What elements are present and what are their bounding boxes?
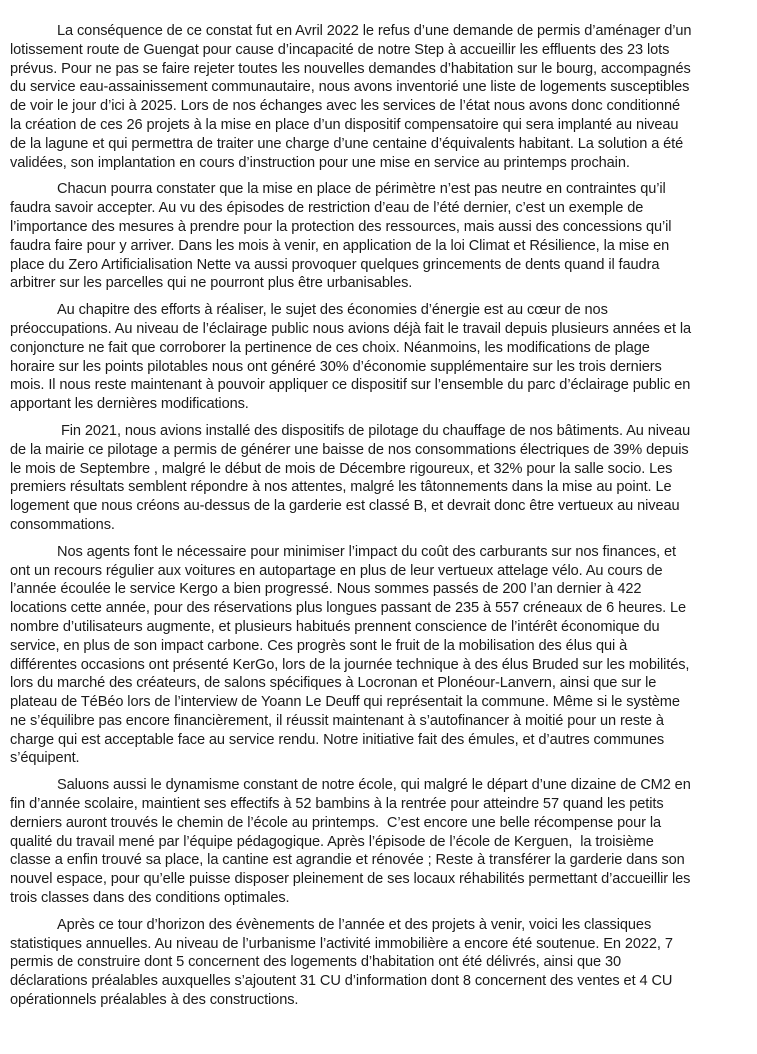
text-line: statistiques annuelles. Au niveau de l’urbanisme l’activité immobilière a encore été soutenue. En 2022, 7: [10, 935, 673, 952]
text-line: du service eau-assainissement communautaire, nous avons inventorié une liste de logements susceptibles: [10, 79, 690, 96]
text-line: prévus. Pour ne pas se faire rejeter toutes les nouvelles demandes d’habitation sur le bourg, accompagnés: [10, 60, 691, 77]
text-line: l’importance des mesures à prendre pour la protection des ressources, mais aussi des concessions qu’il: [10, 218, 672, 235]
text-line: service, en plus de son impact carbone. Ces progrès sont le fruit de la mobilisation des élus qui à: [10, 637, 628, 654]
text-line: le mois de Septembre , malgré le début de mois de Décembre rigoureux, et 32% pour la salle socio. Les: [10, 460, 673, 477]
text-line: lotissement route de Guengat pour cause d’incapacité de notre Step à accueillir les effluents des 23 lots: [10, 41, 670, 58]
text-line: La conséquence de ce constat fut en Avril 2022 le refus d’une demande de permis d’aménager d’un: [57, 23, 692, 39]
text-line: locations cette année, pour des réservations plus longues passant de 235 à 557 créneaux de 6 heures. Le: [10, 600, 687, 617]
text-line: plateau de TéBéo lors de l’interview de Yoann Le Deuff qui représentait la commune. Même si le système: [10, 694, 680, 711]
text-line: déclarations préalables auxquelles s’ajoutent 31 CU d’information dont 8 concernent des ventes et 4 CU: [10, 973, 673, 990]
text-line: Au chapitre des efforts à réaliser, le sujet des économies d’énergie est au cœur de nos: [57, 302, 608, 319]
text-line: la création de ces 26 projets à la mise en place d’un dispositif compensatoire qui sera implanté au niveau: [10, 116, 679, 133]
text-line: classe a enfin trouvé sa place, la cantine est agrandie et rénovée ; Reste à transférer la garderie dans son: [10, 852, 685, 869]
text-line: l’année écoulée le service Kergo a bien progressé. Nous sommes passés de 200 l’an dernier à 422: [10, 581, 642, 598]
text-line: faudra savoir accepter. Au vu des épisodes de restriction d’eau de l’été dernier, c’est un exemple de: [10, 200, 644, 217]
text-line: nouvel espace, pour qu’elle puisse disposer pleinement de ses locaux réhabilités permettant d’accueillir les: [10, 871, 691, 888]
text-line: ont un recours régulier aux voitures en autopartage en plus de leur vertueux attelage vélo. Au cours de: [10, 562, 663, 579]
paragraph: [10, 422, 751, 535]
text-line: faudra faire pour y arriver. Dans les mois à venir, en application de la loi Climat et Résilience, la mise en: [10, 237, 670, 254]
text-line: qualité du travail mené par l’équipe pédagogique. Après l’épisode de l’école de Kerguen, la troisième: [10, 833, 654, 850]
text-line: s’équipent.: [10, 750, 80, 767]
text-line: de la mairie ce pilotage a permis de générer une baisse de nos consommations électriques de 39% depuis: [10, 441, 689, 458]
text-line: Après ce tour d’horizon des évènements de l’année et des projets à venir, voici les classiques: [57, 916, 652, 933]
paragraph: [10, 776, 751, 908]
text-line: de la lagune et qui permettra de traiter une charge d’une centaine d’équivalents habitant. La solution a été: [10, 135, 684, 152]
text-line: préoccupations. Au niveau de l’éclairage public nous avions déjà fait le travail depuis plusieurs années et la: [10, 320, 692, 337]
text-line: charge qui est acceptable face au service rendu. Notre initiative fait des émules, et d’autres communes: [10, 731, 665, 748]
paragraph: [10, 22, 751, 172]
text-line: permis de construire dont 5 concernent des logements d’habitation ont été délivrés, ainsi que 30: [10, 954, 622, 971]
text-line: horaire sur les points pilotables nous ont généré 30% d’économie supplémentaire sur les trois derniers: [10, 358, 662, 375]
text-line: Chacun pourra constater que la mise en place de périmètre n’est pas neutre en contraintes qu’il: [57, 181, 666, 198]
paragraph: [10, 180, 751, 293]
text-line: apportant les dernières modifications.: [10, 396, 249, 413]
text-line: conjoncture ne fait que corroborer la pertinence de ces choix. Néanmoins, les modifications de plage: [10, 339, 650, 356]
document-body: [10, 22, 751, 1010]
text-line: logement que nous créons au-dessus de la garderie est classé B, et devrait donc être vertueux au niveau: [10, 498, 680, 515]
text-line: place du Zero Artificialisation Nette va aussi provoquer quelques grincements de dents quand il faudra: [10, 256, 660, 273]
text-line: arbitrer sur les parcelles qui ne pourront plus être urbanisables.: [10, 275, 413, 292]
paragraph: [10, 916, 751, 1010]
text-line: fin d’année scolaire, maintient ses effectifs à 52 bambins à la rentrée pour atteindre 57 quand les petits: [10, 796, 664, 813]
text-line: trois classes dans des conditions optimales.: [10, 890, 290, 907]
paragraph: [10, 543, 751, 769]
text-line: mois. Il nous reste maintenant à pouvoir appliquer ce dispositif sur l’ensemble du parc d’éclairage public en: [10, 377, 691, 394]
text-line: lors du marché des créateurs, de salons spécifiques à Locronan et Plonéour-Lanvern, ainsi que sur le: [10, 675, 657, 692]
text-line: validées, son implantation en cours d’instruction pour une mise en service au printemps prochain.: [10, 154, 630, 171]
paragraph: [10, 301, 751, 414]
text-line: ne s’équilibre pas encore financièrement, il réussit maintenant à s’autofinancer à moitié pour un reste à: [10, 712, 664, 729]
text-line: premiers résultats semblent répondre à nos attentes, malgré les tâtonnements dans la mise au point. Le: [10, 479, 672, 496]
text-line: opérationnels préalables à des constructions.: [10, 992, 299, 1009]
text-line: Saluons aussi le dynamisme constant de notre école, qui malgré le départ d’une dizaine de CM2 en: [57, 777, 691, 794]
text-line: différentes occasions ont présenté KerGo, lors de la journée technique à des élus Bruded sur les mobilités,: [10, 656, 690, 673]
text-line: Nos agents font le nécessaire pour minimiser l’impact du coût des carburants sur nos finances, et: [57, 543, 676, 560]
text-line: de voir le jour d’ici à 2025. Lors de nos échanges avec les services de l’état nous avons donc conditionné: [10, 98, 681, 115]
text-line: derniers auront trouvés le chemin de l’école au printemps. C’est encore une belle récompense pour la: [10, 814, 662, 831]
text-line: consommations.: [10, 516, 115, 533]
text-line: nombre d’utilisateurs augmente, et plusieurs habitués prennent conscience de l’intérêt économique du: [10, 618, 660, 635]
text-line: Fin 2021, nous avions installé des dispositifs de pilotage du chauffage de nos bâtiments. Au niveau: [57, 422, 691, 439]
